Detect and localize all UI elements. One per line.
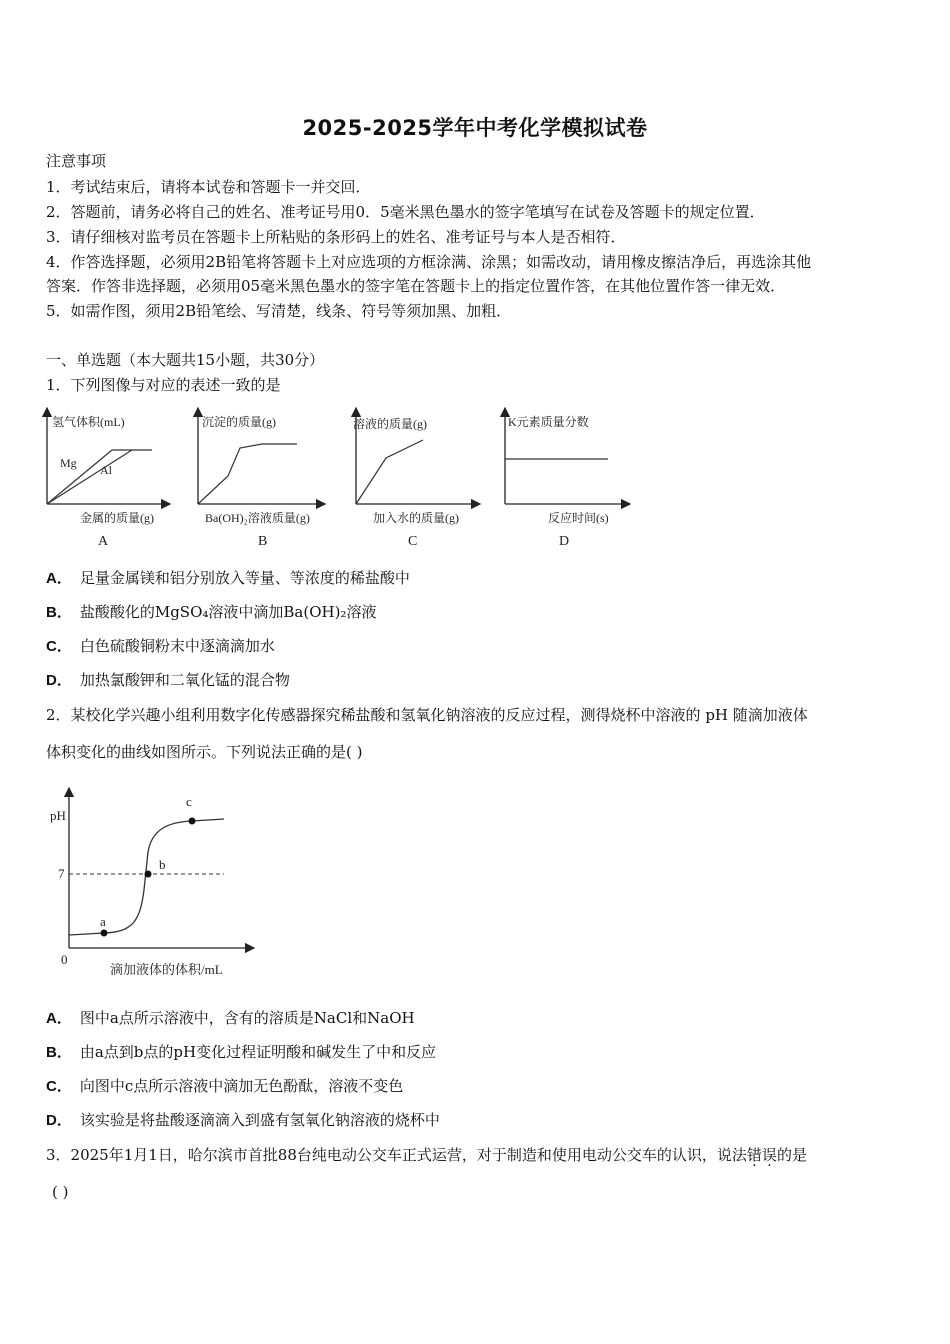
notice-item: 5．如需作图，须用2B铅笔绘、写清楚，线条、符号等须加黑、加粗． xyxy=(46,302,512,320)
notice-item: 3．请仔细核对监考员在答题卡上所粘贴的条形码上的姓名、准考证号与本人是否相符． xyxy=(46,228,626,246)
option-text: 加热氯酸钾和二氧化锰的混合物 xyxy=(79,671,290,689)
question-2-option-a[interactable] xyxy=(46,1008,415,1029)
graph-d-ylabel: K元素质量分数 xyxy=(508,415,589,429)
question-2-stem-line1: 2．某校化学兴趣小组利用数字化传感器探究稀盐酸和氢氧化钠溶液的反应过程，测得烧杯中溶液的 pH 随滴加液体 xyxy=(46,706,808,724)
option-letter: C． xyxy=(46,1078,72,1095)
point-c xyxy=(189,818,196,825)
option-text: 该实验是将盐酸逐滴滴入到盛有氢氧化钠溶液的烧杯中 xyxy=(79,1111,440,1129)
point-b xyxy=(145,871,152,878)
option-letter: D． xyxy=(46,1112,72,1129)
graph-d-xlabel: 反应时间(s) xyxy=(548,511,609,525)
graph-c-xlabel: 加入水的质量(g) xyxy=(373,511,459,525)
point-c-label: c xyxy=(186,794,192,809)
graph-a xyxy=(47,408,170,549)
origin-label: 0 xyxy=(61,952,68,967)
section-heading: 一、单选题（本大题共15小题，共30分） xyxy=(46,351,325,369)
page-title: 2025-2025学年中考化学模拟试卷 xyxy=(302,116,648,140)
graph-b-letter: B xyxy=(258,534,268,549)
question-3-answer-paren: ( ) xyxy=(52,1183,69,1201)
notice-item: 2．答题前，请务必将自己的姓名、准考证号用0．5毫米黑色墨水的签字笔填写在试卷及答题卡的规定位置． xyxy=(46,203,765,221)
notice-heading: 注意事项 xyxy=(46,152,107,170)
question-2-figure xyxy=(44,780,274,980)
point-a-label: a xyxy=(100,914,106,929)
question-1-option-a[interactable] xyxy=(46,568,410,589)
option-letter: C． xyxy=(46,638,72,655)
option-text: 足量金属镁和铝分别放入等量、等浓度的稀盐酸中 xyxy=(79,569,410,587)
point-b-label: b xyxy=(159,857,166,872)
ph-7-label: 7 xyxy=(58,866,65,881)
graph-a-series-mg: Mg xyxy=(60,456,77,470)
emphasis-char: 错 xyxy=(746,1146,762,1164)
notice-item: 4．作答选择题，必须用2B铅笔将答题卡上对应选项的方框涂满、涂黑；如需改动，请用橡皮擦洁净后，再选涂其他 xyxy=(46,253,812,271)
graph-d xyxy=(505,408,630,549)
graph-b xyxy=(198,408,325,549)
option-letter: A． xyxy=(46,570,72,587)
question-3-stem-text: 3．2025年1月1日，哈尔滨市首批88台纯电动公交车正式运营，对于制造和使用电动公交车的认识，说法 xyxy=(46,1146,747,1164)
emphasis-char: 误 xyxy=(761,1146,777,1164)
graph-a-xlabel: 金属的质量(g) xyxy=(80,511,154,525)
question-3-stem xyxy=(46,1145,807,1165)
graph-c-letter: C xyxy=(408,534,418,549)
question-3-stem-end: 的是 xyxy=(776,1146,807,1164)
question-1-option-b[interactable] xyxy=(46,602,376,623)
graph-a-series-al: Al xyxy=(100,463,112,477)
graph-c xyxy=(353,408,480,549)
graph-a-ylabel: 氢气体积(mL) xyxy=(52,415,125,429)
option-text: 向图中c点所示溶液中滴加无色酚酞，溶液不变色 xyxy=(79,1077,404,1095)
graph-c-ylabel: 溶液的质量(g) xyxy=(353,417,427,431)
question-2-option-b[interactable] xyxy=(46,1042,436,1063)
question-2-option-d[interactable] xyxy=(46,1110,440,1131)
option-text: 由a点到b点的pH变化过程证明酸和碱发生了中和反应 xyxy=(79,1043,437,1061)
option-letter: B． xyxy=(46,604,72,621)
graph-b-ylabel: 沉淀的质量(g) xyxy=(202,415,276,429)
point-a xyxy=(101,930,108,937)
option-text: 图中a点所示溶液中，含有的溶质是NaCl和NaOH xyxy=(79,1009,415,1027)
option-letter: A． xyxy=(46,1010,72,1027)
question-1-option-c[interactable] xyxy=(46,636,275,657)
graph-b-xlabel: Ba(OH)₂溶液质量(g) xyxy=(205,511,310,525)
graph-d-letter: D xyxy=(559,534,570,549)
question-2-stem-line2: 体积变化的曲线如图所示。下列说法正确的是( ) xyxy=(46,743,363,761)
ph-axis-label: pH xyxy=(50,808,66,823)
question-1-option-d[interactable] xyxy=(46,670,290,691)
question-2-option-c[interactable] xyxy=(46,1076,403,1097)
option-letter: B． xyxy=(46,1044,72,1061)
notice-item: 1．考试结束后，请将本试卷和答题卡一并交回． xyxy=(46,178,371,196)
graph-a-letter: A xyxy=(98,534,109,549)
question-1-figure xyxy=(40,404,640,554)
option-letter: D． xyxy=(46,672,72,689)
option-text: 白色硫酸铜粉末中逐滴滴加水 xyxy=(79,637,275,655)
notice-item: 答案．作答非选择题，必须用05毫米黑色墨水的签字笔在答题卡上的指定位置作答，在其他位置作答一律无效． xyxy=(46,277,786,295)
question-1-stem: 1．下列图像与对应的表述一致的是 xyxy=(46,376,281,394)
option-text: 盐酸酸化的MgSO₄溶液中滴加Ba(OH)₂溶液 xyxy=(79,603,377,621)
volume-axis-label: 滴加液体的体积/mL xyxy=(110,962,223,977)
